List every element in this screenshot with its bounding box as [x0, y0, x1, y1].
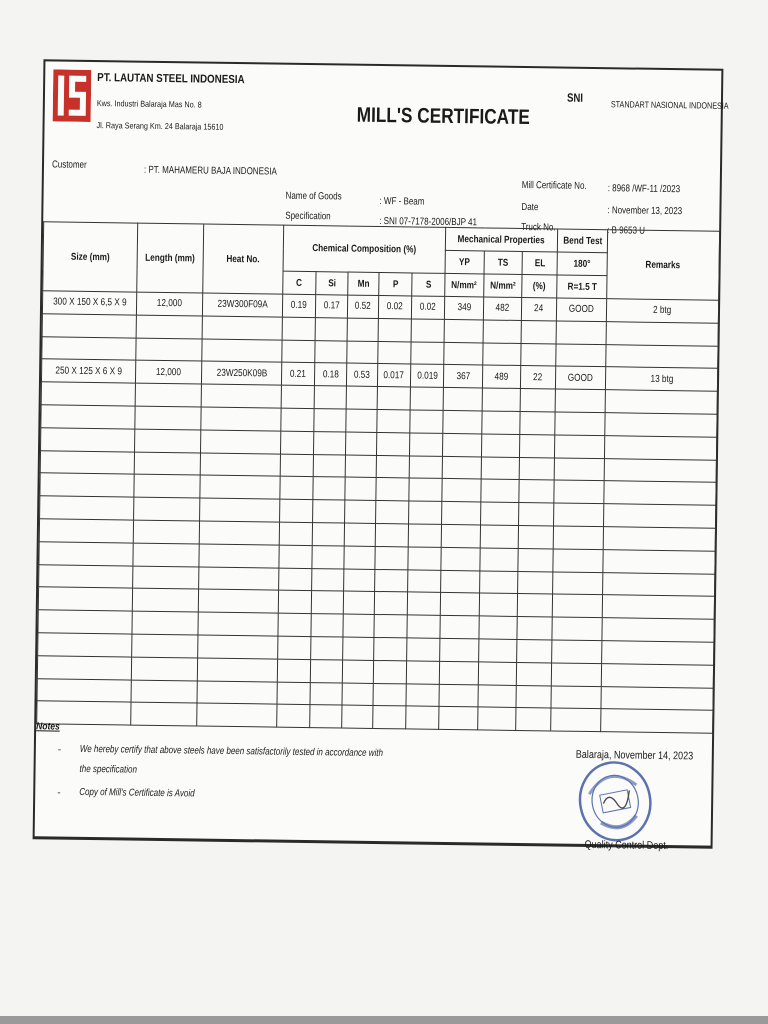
- cell-s: [406, 683, 439, 706]
- cell-p: [374, 615, 407, 638]
- cell-bend: [554, 458, 604, 481]
- cell-heat: [199, 544, 279, 568]
- cell-length: [135, 429, 201, 453]
- cell-bend: [556, 344, 606, 367]
- cell-si: 0.17: [315, 295, 347, 318]
- cell-mn: [344, 546, 375, 569]
- cell-ts: [478, 684, 516, 707]
- cell-remarks: [602, 618, 714, 642]
- cell-length: [135, 383, 201, 407]
- cell-size: [38, 587, 132, 611]
- header-bend-radius: R=1.5 T: [557, 275, 607, 299]
- cell-size: [39, 542, 133, 566]
- cell-el: [521, 320, 556, 343]
- cell-bend: GOOD: [555, 366, 605, 389]
- cell-yp: [442, 456, 481, 479]
- header-heat-no: Heat No.: [203, 224, 284, 294]
- cell-el: [517, 594, 552, 617]
- cell-mn: [346, 409, 377, 432]
- cell-si: [313, 477, 345, 500]
- truck-no-label: Truck No.: [521, 221, 556, 234]
- header-length: Length (mm): [137, 223, 204, 293]
- cell-el: [518, 525, 553, 548]
- cell-bend: [553, 549, 603, 572]
- cell-yp: [441, 524, 480, 547]
- cell-remarks: [601, 663, 713, 687]
- page-title: MILL'S CERTIFICATE: [356, 103, 530, 130]
- cell-mn: [343, 637, 374, 660]
- cell-p: 0.017: [377, 364, 410, 387]
- cell-length: [132, 611, 198, 635]
- signature-department: Quality Control Dept.: [584, 838, 669, 853]
- cell-yp: [441, 570, 480, 593]
- cell-remarks: [602, 641, 714, 665]
- cell-si: [311, 614, 343, 637]
- cell-el: 22: [520, 366, 555, 389]
- cell-c: [278, 613, 311, 636]
- cell-p: [375, 546, 408, 569]
- cell-ts: [481, 457, 519, 480]
- cell-length: 12,000: [136, 292, 202, 316]
- cell-heat: [198, 589, 278, 613]
- cell-length: [134, 452, 200, 476]
- header-p: P: [379, 272, 412, 295]
- header-mn: Mn: [348, 272, 379, 295]
- cert-no-label: Mill Certificate No.: [521, 179, 587, 192]
- cell-p: 0.02: [378, 295, 411, 318]
- cell-length: [133, 520, 199, 544]
- cell-remarks: [604, 435, 716, 459]
- cell-p: [373, 706, 406, 729]
- sni-text: STANDART NASIONAL INDONESIA: [610, 99, 729, 111]
- cell-ts: [481, 479, 519, 502]
- cell-si: [314, 386, 346, 409]
- cell-mn: 0.53: [346, 363, 377, 386]
- cell-bend: [552, 594, 602, 617]
- header-size: Size (mm): [43, 222, 138, 292]
- cell-si: [313, 500, 345, 523]
- cell-c: [278, 590, 311, 613]
- cell-size: [41, 405, 135, 429]
- cell-mn: [342, 660, 373, 683]
- cell-length: [132, 588, 198, 612]
- cell-heat: [197, 681, 277, 705]
- cell-c: [279, 522, 312, 545]
- cell-el: [518, 571, 553, 594]
- cell-heat: [198, 612, 278, 636]
- cell-mn: 0.52: [347, 295, 378, 318]
- cell-heat: [201, 407, 281, 431]
- cell-el: [520, 411, 555, 434]
- cell-length: [131, 680, 197, 704]
- cell-length: [133, 566, 199, 590]
- header-remarks: Remarks: [607, 230, 720, 301]
- cell-si: [310, 705, 342, 728]
- cell-mn: [343, 614, 374, 637]
- cell-ts: [481, 502, 519, 525]
- cell-ts: [483, 320, 521, 343]
- cell-heat: [202, 339, 282, 363]
- cell-el: [517, 617, 552, 640]
- cell-remarks: [603, 572, 715, 596]
- cell-size: [40, 473, 134, 497]
- cell-c: [280, 454, 313, 477]
- cell-s: [410, 387, 443, 410]
- cell-size: [40, 450, 134, 474]
- cell-s: [407, 615, 440, 638]
- cell-bend: [555, 389, 605, 412]
- cell-p: [376, 478, 409, 501]
- cell-c: [282, 317, 315, 340]
- cell-heat: [200, 498, 280, 522]
- cell-s: [409, 456, 442, 479]
- cell-el: [516, 708, 551, 731]
- cell-length: 12,000: [135, 360, 201, 384]
- cell-mn: [347, 341, 378, 364]
- cell-yp: 349: [444, 296, 483, 319]
- cell-size: [42, 336, 136, 360]
- cell-el: [519, 480, 554, 503]
- cell-s: [407, 638, 440, 661]
- company-address-line1: Kws. Industri Balaraja Mas No. 8: [96, 98, 202, 110]
- cell-p: [375, 523, 408, 546]
- cell-el: [516, 685, 551, 708]
- cell-ts: [479, 616, 517, 639]
- company-stamp-icon: [570, 753, 661, 850]
- cell-c: [277, 704, 310, 727]
- cell-bend: [554, 480, 604, 503]
- cell-remarks: [606, 321, 718, 345]
- cell-remarks: [601, 709, 713, 733]
- cell-si: [311, 591, 343, 614]
- cell-size: [42, 314, 136, 338]
- cell-c: [282, 340, 315, 363]
- customer-value: : PT. MAHAMERU BAJA INDONESIA: [143, 164, 277, 178]
- cell-c: [281, 408, 314, 431]
- note-copy: Copy of Mill's Certificate is Avoid: [79, 786, 195, 800]
- scan-bottom-edge: [0, 1016, 768, 1024]
- cell-s: [408, 524, 441, 547]
- cell-s: [409, 501, 442, 524]
- cell-mn: [346, 386, 377, 409]
- cell-s: [409, 433, 442, 456]
- cell-c: 0.19: [282, 294, 315, 317]
- cell-bend: GOOD: [556, 298, 606, 321]
- cell-mn: [345, 432, 376, 455]
- cell-bend: [552, 640, 602, 663]
- cell-bend: [551, 685, 601, 708]
- cell-heat: 23W300F09A: [202, 293, 282, 317]
- cell-length: [131, 657, 197, 681]
- cell-s: [410, 410, 443, 433]
- cell-heat: [197, 658, 277, 682]
- cell-el: [519, 457, 554, 480]
- cell-el: [517, 639, 552, 662]
- cell-ts: [479, 593, 517, 616]
- header-el: EL: [522, 251, 557, 274]
- cell-size: [39, 519, 133, 543]
- cell-heat: 23W250K09B: [201, 361, 281, 385]
- goods-name-label: Name of Goods: [285, 190, 342, 203]
- cell-size: 250 X 125 X 6 X 9: [41, 359, 135, 383]
- cell-remarks: 2 btg: [606, 299, 718, 323]
- cell-yp: [439, 684, 478, 707]
- cell-yp: [439, 661, 478, 684]
- cell-size: [37, 656, 131, 680]
- cell-ts: [480, 548, 518, 571]
- cell-bend: [556, 321, 606, 344]
- cell-yp: [439, 707, 478, 730]
- cell-length: [136, 338, 202, 362]
- cell-yp: [443, 388, 482, 411]
- cell-c: [281, 385, 314, 408]
- cell-ts: [479, 639, 517, 662]
- cell-mn: [342, 705, 373, 728]
- cell-p: [374, 592, 407, 615]
- cell-si: [312, 568, 344, 591]
- cell-si: [315, 317, 347, 340]
- cell-length: [136, 315, 202, 339]
- cell-si: [312, 545, 344, 568]
- note-bullet: -: [57, 744, 62, 756]
- cell-el: [520, 434, 555, 457]
- cell-bend: [554, 435, 604, 458]
- cell-heat: [200, 475, 280, 499]
- cell-c: [280, 477, 313, 500]
- cell-yp: [441, 547, 480, 570]
- cell-mn: [344, 569, 375, 592]
- cell-remarks: 13 btg: [605, 367, 717, 391]
- header-el-unit: (%): [522, 274, 557, 297]
- cell-remarks: [603, 549, 715, 573]
- specification-value: : SNI 07-7178-2006/BJP 41: [379, 215, 478, 229]
- sni-mark: SNI: [566, 90, 584, 105]
- header-mechanical-properties: Mechanical Properties: [445, 227, 557, 252]
- truck-no-value: : B 9653 U: [607, 225, 646, 237]
- cell-c: [280, 499, 313, 522]
- cell-size: [40, 496, 134, 520]
- cell-ts: [482, 388, 520, 411]
- header-si: Si: [316, 272, 348, 295]
- cell-size: [38, 610, 132, 634]
- header-bend-degree: 180°: [557, 252, 607, 276]
- cell-p: [373, 660, 406, 683]
- date-label: Date: [521, 201, 539, 214]
- cell-ts: [482, 411, 520, 434]
- cell-p: [374, 637, 407, 660]
- cell-ts: [478, 662, 516, 685]
- notes-title: Notes: [36, 721, 60, 733]
- cell-mn: [344, 523, 375, 546]
- cell-yp: [442, 479, 481, 502]
- cell-s: [407, 592, 440, 615]
- cell-si: [314, 409, 346, 432]
- cell-p: [376, 455, 409, 478]
- cell-yp: [440, 616, 479, 639]
- cell-length: [134, 497, 200, 521]
- cert-no-value: : 8968 /WF-11 /2023: [607, 183, 681, 196]
- cell-size: [41, 382, 135, 406]
- cell-ts: 482: [483, 297, 521, 320]
- cell-si: [312, 523, 344, 546]
- note-certify-line1: We hereby certify that above steels have been satisfactorily tested in accordance with: [79, 743, 384, 760]
- cell-p: [376, 501, 409, 524]
- customer-label: Customer: [51, 159, 87, 171]
- cell-mn: [345, 455, 376, 478]
- cell-bend: [551, 708, 601, 731]
- cell-bend: [555, 412, 605, 435]
- cell-bend: [551, 663, 601, 686]
- cell-yp: [440, 638, 479, 661]
- cell-el: [518, 548, 553, 571]
- header-bend-test: Bend Test: [557, 229, 607, 253]
- cell-p: [377, 387, 410, 410]
- goods-name-value: : WF - Beam: [379, 195, 425, 208]
- cell-bend: [553, 526, 603, 549]
- cell-ts: [482, 434, 520, 457]
- cell-c: [277, 659, 310, 682]
- cell-si: [311, 637, 343, 660]
- cell-s: 0.02: [411, 296, 444, 319]
- cell-s: [411, 319, 444, 342]
- cell-p: [376, 432, 409, 455]
- cell-ts: 489: [482, 365, 520, 388]
- cell-s: [406, 661, 439, 684]
- header-ts: TS: [484, 251, 522, 275]
- cell-bend: [553, 572, 603, 595]
- cell-remarks: [604, 504, 716, 528]
- cell-el: [519, 503, 554, 526]
- cell-c: [280, 431, 313, 454]
- cell-si: [310, 659, 342, 682]
- cell-si: [313, 454, 345, 477]
- date-value: : November 13, 2023: [607, 205, 683, 218]
- cell-s: [409, 478, 442, 501]
- cell-size: [37, 678, 131, 702]
- cell-size: [39, 564, 133, 588]
- company-name: PT. LAUTAN STEEL INDONESIA: [97, 72, 245, 87]
- cell-length: [131, 702, 197, 726]
- cell-remarks: [605, 413, 717, 437]
- cell-yp: [444, 342, 483, 365]
- cell-heat: [201, 384, 281, 408]
- cell-ts: [480, 570, 518, 593]
- cell-yp: [443, 433, 482, 456]
- cell-mn: [342, 683, 373, 706]
- cell-yp: [443, 410, 482, 433]
- cell-si: [310, 682, 342, 705]
- cell-remarks: [606, 344, 718, 368]
- cell-remarks: [602, 595, 714, 619]
- cell-yp: [442, 502, 481, 525]
- signature-place-date: Balaraja, November 14, 2023: [575, 748, 694, 763]
- header-ts-unit: N/mm²: [484, 274, 522, 298]
- cell-el: 24: [521, 297, 556, 320]
- cell-size: 300 X 150 X 6,5 X 9: [42, 291, 136, 315]
- cell-mn: [343, 591, 374, 614]
- cell-remarks: [603, 527, 715, 551]
- cell-remarks: [605, 390, 717, 414]
- cell-c: [279, 568, 312, 591]
- cell-c: [279, 545, 312, 568]
- cell-heat: [201, 430, 281, 454]
- cell-p: [375, 569, 408, 592]
- header-c: C: [283, 271, 316, 294]
- header-chemical-composition: Chemical Composition (%): [283, 225, 446, 273]
- cell-heat: [199, 567, 279, 591]
- cell-heat: [200, 453, 280, 477]
- cell-el: [520, 389, 555, 412]
- cell-ts: [483, 343, 521, 366]
- cell-c: 0.21: [281, 363, 314, 386]
- cell-heat: [198, 635, 278, 659]
- cell-el: [521, 343, 556, 366]
- cell-length: [133, 543, 199, 567]
- cell-mn: [345, 500, 376, 523]
- cell-p: [378, 341, 411, 364]
- cell-size: [41, 428, 135, 452]
- cell-si: [313, 431, 345, 454]
- cell-remarks: [604, 481, 716, 505]
- cell-el: [516, 662, 551, 685]
- cell-c: [278, 636, 311, 659]
- cell-s: [406, 706, 439, 729]
- cell-length: [135, 406, 201, 430]
- cell-length: [134, 474, 200, 498]
- cell-size: [38, 633, 132, 657]
- cell-yp: [444, 319, 483, 342]
- company-logo-icon: [53, 69, 92, 122]
- header-yp: YP: [445, 250, 484, 274]
- cell-yp: 367: [443, 365, 482, 388]
- cell-bend: [552, 617, 602, 640]
- cell-s: [408, 569, 441, 592]
- note-certify-line2: the specification: [79, 763, 138, 776]
- cell-bend: [554, 503, 604, 526]
- cell-s: [411, 342, 444, 365]
- cell-s: [408, 547, 441, 570]
- header-s: S: [412, 273, 445, 296]
- specification-label: Specification: [285, 210, 331, 223]
- cell-length: [132, 634, 198, 658]
- cell-si: [315, 340, 347, 363]
- cell-remarks: [601, 686, 713, 710]
- cell-p: [377, 409, 410, 432]
- cell-p: [378, 318, 411, 341]
- cell-c: [277, 682, 310, 705]
- cell-ts: [480, 525, 518, 548]
- mill-certificate: [33, 59, 729, 853]
- cell-heat: [197, 703, 277, 727]
- cell-s: 0.019: [410, 364, 443, 387]
- cell-p: [373, 683, 406, 706]
- cell-yp: [440, 593, 479, 616]
- cell-si: 0.18: [314, 363, 346, 386]
- cell-ts: [478, 707, 516, 730]
- certificate-table: [36, 221, 719, 734]
- note-bullet: -: [57, 787, 61, 799]
- cell-heat: [199, 521, 279, 545]
- company-address-line2: Jl. Raya Serang Km. 24 Balaraja 15610: [96, 120, 224, 132]
- cell-remarks: [604, 458, 716, 482]
- cell-mn: [345, 477, 376, 500]
- cell-heat: [202, 316, 282, 340]
- cell-mn: [347, 318, 378, 341]
- header-yp-unit: N/mm²: [445, 273, 484, 297]
